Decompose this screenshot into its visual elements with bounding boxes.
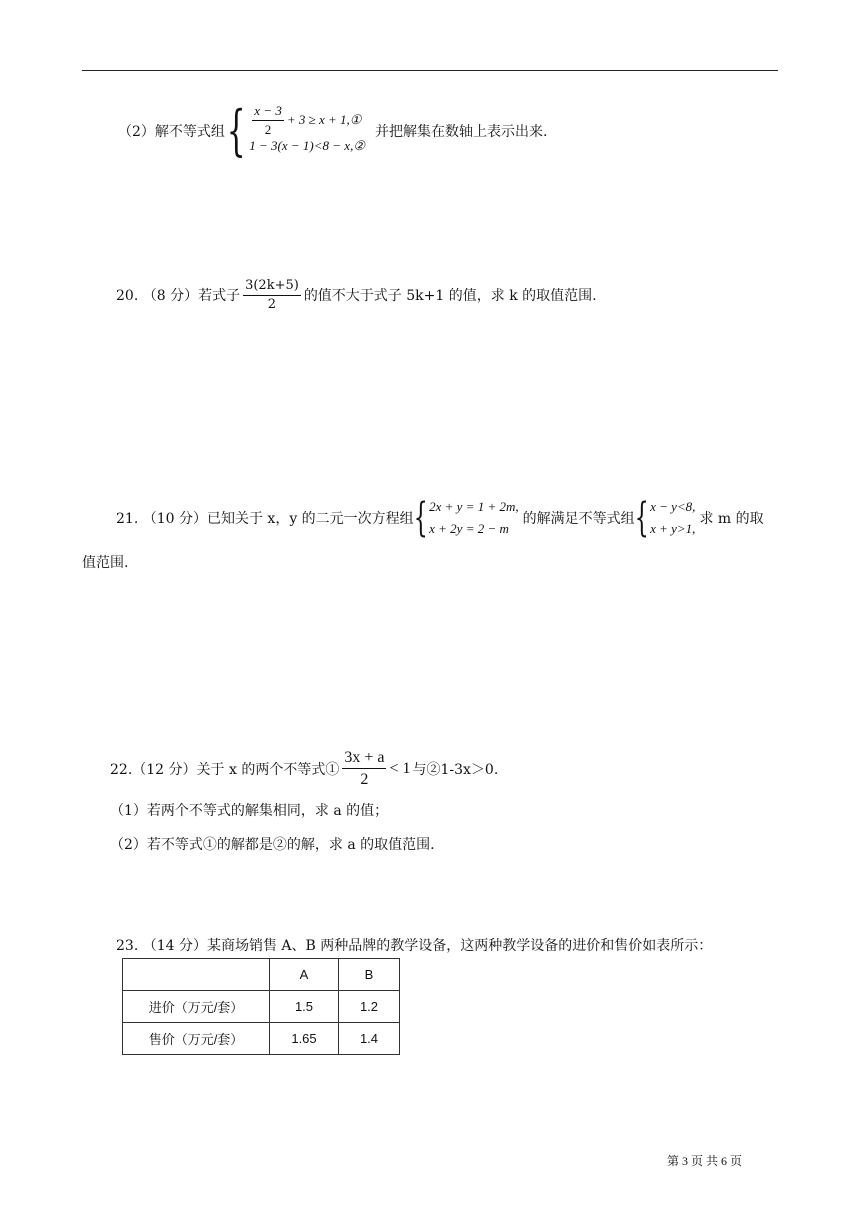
q21-prefix: 21. （10 分）已知关于 x，y 的二元一次方程组 (116, 511, 414, 527)
q21-line2: 值范围. (82, 555, 129, 571)
brace-icon: { (413, 495, 428, 541)
table-header-row (123, 959, 400, 991)
q21-suffix: 求 m 的取 (699, 511, 764, 527)
q19-tail: 并把解集在数轴上表示出来. (374, 124, 548, 140)
brace-icon: { (226, 99, 246, 162)
q23-text: 23. （14 分）某商场销售 A、B 两种品牌的教学设备，这两种教学设备的进价和售价如表所示： (116, 938, 713, 954)
table-row (123, 1023, 400, 1055)
q22-suffix: 与②1-3x＞0. (412, 761, 499, 778)
q19-eq1-rest: + 3 ≥ x + 1,① (286, 112, 362, 127)
q22 (110, 748, 498, 789)
table-cell: 1.2 (339, 991, 400, 1023)
q19-inequality-system (225, 99, 365, 162)
q22-lt: < 1 (389, 759, 411, 777)
price-table (122, 958, 400, 1055)
q19-label: （2）解不等式组 (118, 124, 225, 140)
table-cell: 1.4 (339, 1023, 400, 1055)
table-cell: 1.65 (270, 1023, 339, 1055)
table-header-b: B (339, 959, 400, 991)
q21-inequality-system: { x − y<8, x + y>1, (634, 495, 696, 541)
q20-fraction: $\frac{3(2k+5)}{2}$ (245, 278, 299, 312)
q19-part2 (118, 99, 548, 162)
table-header-a: A (270, 959, 339, 991)
q20 (116, 278, 597, 312)
q20-prefix: 20. （8 分）若式子 (116, 288, 241, 305)
table-row (123, 991, 400, 1023)
q21-equation-system: { 2x + y = 1 + 2m, x + 2y = 2 − m (413, 495, 519, 541)
header-rule (82, 70, 778, 71)
q19-eq2: 1 − 3(x − 1)<8 − x,② (249, 138, 365, 153)
table-cell: 1.5 (270, 991, 339, 1023)
q19-fraction: $\frac{x - 3}{2}$ (254, 102, 282, 137)
table-header-empty (123, 959, 270, 991)
q22-part2: （2）若不等式①的解都是②的解，求 a 的取值范围. (110, 837, 435, 853)
brace-icon: { (634, 495, 649, 541)
q21 (116, 496, 764, 540)
table-cell: 售价（万元/套） (123, 1023, 270, 1055)
q22-prefix: 22.（12 分）关于 x 的两个不等式① (110, 761, 340, 778)
table-cell: 进价（万元/套） (123, 991, 270, 1023)
q20-suffix: 的值不大于式子 5k+1 的值，求 k 的取值范围. (303, 288, 597, 305)
q21-mid: 的解满足不等式组 (522, 511, 635, 527)
q22-fraction: $\frac{3x + a}{2}$ (344, 749, 385, 789)
q22-part1: （1）若两个不等式的解集相同，求 a 的值； (110, 803, 389, 819)
page-footer: 第 3 页 共 6 页 (667, 1154, 743, 1168)
